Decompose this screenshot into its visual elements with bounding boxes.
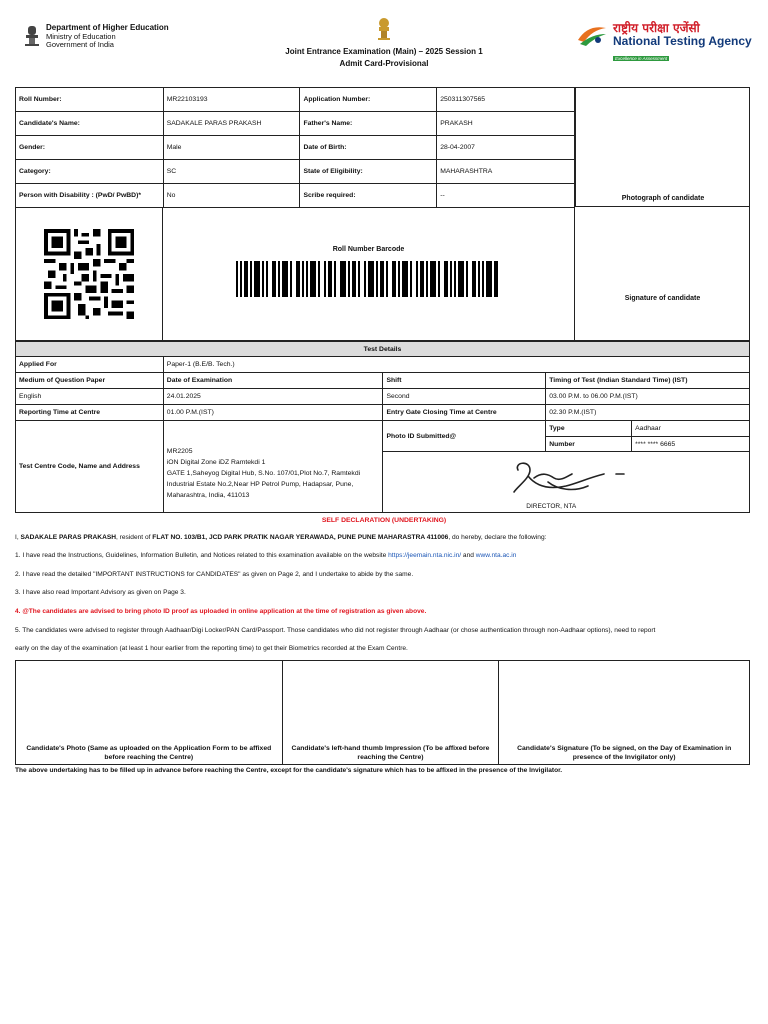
roll-value: MR22103193 (163, 88, 300, 112)
director-signature-cell (383, 452, 750, 513)
decl-name: SADAKALE PARAS PRAKASH (20, 534, 116, 541)
category-label: Category: (16, 160, 164, 184)
nta-english-name: National Testing Agency (613, 34, 752, 48)
gate-value: 02.30 P.M.(IST) (546, 405, 750, 421)
qr-code-icon (41, 229, 137, 319)
centre-address-line2: Industrial Estate No.2,Near HP Petrol Pump, Hadapsar, Pune, (166, 481, 354, 488)
medium-label: Medium of Question Paper (16, 373, 164, 389)
applied-value: Paper-1 (B.E/B. Tech.) (163, 357, 749, 373)
barcode-area (163, 207, 575, 341)
number-value: **** **** 6665 (632, 437, 750, 452)
name-value: SADAKALE PARAS PRAKASH (163, 112, 300, 136)
decl-declare: , do hereby, declare the following: (448, 534, 547, 541)
type-label: Type (546, 421, 632, 437)
nta-header (576, 22, 752, 65)
photo-box (575, 87, 750, 207)
declaration-point-4: 4. @The candidates are advised to bring photo ID proof as uploaded in online application at the time of registration as given above. (15, 608, 427, 615)
jeemain-link[interactable]: https://jeemain.nta.nic.in/ (388, 552, 462, 559)
pwd-label: Person with Disability : (PwD/ PwBD)* (16, 184, 164, 208)
signature-box (575, 207, 750, 341)
barcode-label: Roll Number Barcode (332, 246, 405, 253)
qr-area (15, 207, 163, 341)
nta-hindi-name: राष्ट्रीय परीक्षा एजेंसी (613, 21, 700, 35)
dept-line3: Government of India (46, 40, 114, 49)
dob-label: Date of Birth: (300, 136, 437, 160)
undertaking-boxes (15, 660, 750, 765)
exam-title: Joint Entrance Examination (Main) – 2025 Session 1 (285, 47, 483, 56)
centre-address-line1: GATE 1,Saheyog Digital Hub, S.No. 107/01,Plot No.7, Ramtekdi (166, 470, 361, 477)
dept-line2: Ministry of Education (46, 31, 116, 41)
decl-address: FLAT NO. 103/B1, JCD PARK PRATIK NAGAR YERAWADA, PUNE PUNE MAHARASTRA 411006 (152, 534, 449, 541)
decl-i: I, (15, 534, 21, 541)
nta-logo-icon (576, 22, 608, 48)
app-label: Application Number: (300, 88, 437, 112)
declaration-point-3: 3. I have also read Important Advisory as given on Page 3. (15, 589, 186, 596)
medium-value: English (16, 389, 164, 405)
applied-label: Applied For (16, 357, 164, 373)
centre-address (163, 421, 383, 513)
decl-p1-text: 1. I have read the Instructions, Guidelines, Information Bulletin, and Notices related to this examination available on the website (15, 552, 389, 559)
decl-p1-and: and (461, 552, 476, 559)
roll-barcode-icon (236, 261, 498, 297)
card-title: Admit Card-Provisional (339, 59, 429, 68)
centre-name: iON Digital Zone iDZ Ramtekdi 1 (166, 459, 266, 466)
reporting-value: 01.00 P.M.(IST) (163, 405, 383, 421)
nta-tagline: Excellence in Assessment (615, 56, 668, 61)
pwd-value: No (163, 184, 300, 208)
declaration-title: SELF DECLARATION (UNDERTAKING) (321, 517, 447, 524)
dob-value: 28-04-2007 (437, 136, 575, 160)
candidate-info-table (15, 87, 575, 208)
undertaking-note: The above undertaking has to be filled up in advance before reaching the Centre, except for the candidate's signature which has to be affixed in the presence of the Invigilator. (15, 767, 563, 774)
director-label: DIRECTOR, NTA (526, 503, 577, 510)
national-emblem-icon (375, 17, 393, 45)
scribe-label: Scribe required: (300, 184, 437, 208)
dept-line1: Department of Higher Education (46, 23, 169, 32)
name-label: Candidate's Name: (16, 112, 164, 136)
declaration-point-1 (15, 552, 755, 560)
nta-link[interactable]: www.nta.ac.in (475, 552, 517, 559)
photo-label: Photograph of candidate (621, 195, 705, 202)
shift-label: Shift (383, 373, 546, 389)
app-value: 250311307565 (437, 88, 575, 112)
gender-value: Male (163, 136, 300, 160)
centre-label: Test Centre Code, Name and Address (16, 421, 164, 513)
timing-label: Timing of Test (Indian Standard Time) (IST) (546, 373, 750, 389)
category-value: SC (163, 160, 300, 184)
reporting-label: Reporting Time at Centre (16, 405, 164, 421)
photoid-label: Photo ID Submitted@ (383, 421, 546, 452)
number-label: Number (546, 437, 632, 452)
declaration-point-5a: 5. The candidates were advised to register through Aadhaar/Digi Locker/PAN Card/Passport. Those candidates who did not register through Aadhaar (or chose authentication through non-Aadhaar options), need to report (15, 627, 656, 634)
scribe-value: -- (437, 184, 575, 208)
father-label: Father's Name: (300, 112, 437, 136)
signature-label: Signature of candidate (624, 295, 701, 302)
candidate-signature-box: Candidate's Signature (To be signed, on the Day of Examination in presence of the Invigilator only) (499, 661, 750, 765)
roll-label: Roll Number: (16, 88, 164, 112)
doe-label: Date of Examination (163, 373, 383, 389)
director-signature-icon (508, 456, 628, 498)
state-label: State of Eligibility: (300, 160, 437, 184)
candidate-photo-box: Candidate's Photo (Same as uploaded on the Application Form to be affixed before reaching the Centre) (16, 661, 283, 765)
decl-resident: , resident of (116, 534, 153, 541)
thumb-impression-box: Candidate's left-hand thumb Impression (To be affixed before reaching the Centre) (282, 661, 499, 765)
centre-code: MR2205 (166, 448, 193, 455)
gate-label: Entry Gate Closing Time at Centre (383, 405, 546, 421)
type-value: Aadhaar (632, 421, 750, 437)
centre-address-line3: Maharashtra, India, 411013 (166, 492, 250, 499)
timing-value: 03.00 P.M. to 06.00 P.M.(IST) (546, 389, 750, 405)
father-value: PRAKASH (437, 112, 575, 136)
declaration-point-5b: early on the day of the examination (at least 1 hour earlier from the reporting time) to get their Biometrics recorded at the Exam Centre. (15, 645, 408, 652)
doe-value: 24.01.2025 (163, 389, 383, 405)
gender-label: Gender: (16, 136, 164, 160)
shift-value: Second (383, 389, 546, 405)
test-details-title: Test Details (16, 342, 750, 357)
test-details-table (15, 341, 750, 513)
declaration-point-2: 2. I have read the detailed "IMPORTANT INSTRUCTIONS for CANDIDATES" as given on Page 2, and I undertake to abide by the same. (15, 571, 414, 578)
declaration-intro (15, 534, 755, 542)
state-value: MAHARASHTRA (437, 160, 575, 184)
